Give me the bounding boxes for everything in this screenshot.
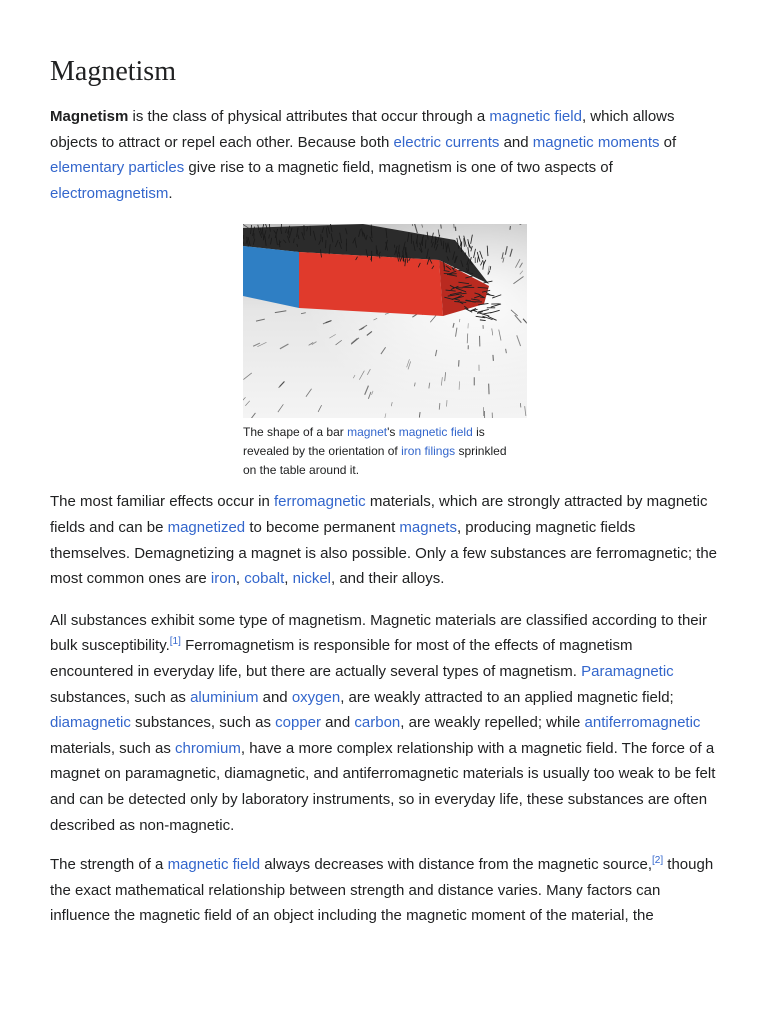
text-run: and xyxy=(321,714,355,732)
article-paragraph xyxy=(50,852,718,929)
text-run: of xyxy=(659,133,677,151)
text-run: give rise to a magnetic field, magnetism is one of two aspects of xyxy=(184,159,613,177)
link-cobalt[interactable]: cobalt xyxy=(244,570,285,588)
link-paramagnetic[interactable]: Paramagnetic xyxy=(581,662,674,680)
text-run: The most familiar effects occur in xyxy=(50,493,274,511)
link-copper[interactable]: copper xyxy=(275,714,322,732)
article-paragraph xyxy=(50,489,718,591)
link-magnetic-field[interactable]: magnetic field xyxy=(398,425,473,440)
link-nickel[interactable]: nickel xyxy=(292,570,331,588)
text-run: , which allows objects to attract or repel each other. Because both xyxy=(50,108,675,151)
text-run: to become permanent xyxy=(245,518,400,536)
text-run: . xyxy=(168,184,173,202)
link-oxygen[interactable]: oxygen xyxy=(291,688,341,706)
citation-superscript xyxy=(652,855,663,866)
text-run: , producing magnetic fields themselves. Demagnetizing a magnet is also possible. Only a few substances are ferromagnetic; the most common ones are xyxy=(50,518,718,588)
text-run: always decreases with distance from the magnetic source, xyxy=(260,856,652,874)
link-electric-currents[interactable]: electric currents xyxy=(393,133,500,151)
text-run: is the class of physical attributes that occur through a xyxy=(128,108,490,125)
text-run: The shape of a bar xyxy=(243,425,348,440)
text-run: sprinkled on the table around it. xyxy=(243,444,507,478)
link-iron-filings[interactable]: iron filings xyxy=(401,444,456,459)
text-run: substances, such as xyxy=(130,714,276,732)
lead-paragraph xyxy=(50,104,718,206)
link-magnetic-field[interactable]: magnetic field xyxy=(489,108,582,125)
text-run: is revealed by the orientation of xyxy=(243,425,485,459)
text-run: The strength of a xyxy=(50,856,168,874)
text-run: , xyxy=(235,570,245,588)
text-run: substances, such as xyxy=(50,688,191,706)
text-run: 's xyxy=(387,425,399,440)
text-run: though the exact mathematical relationship between strength and distance varies. Many factors can influence the magnetic field of an object including the magnetic moment of the material, the xyxy=(50,856,714,925)
bold-term-magnetism: Magnetism xyxy=(50,108,129,125)
link-magnetized[interactable]: magnetized xyxy=(167,518,246,536)
link-carbon[interactable]: carbon xyxy=(354,714,401,732)
citation-superscript xyxy=(170,636,181,647)
text-run: , are weakly attracted to an applied magnetic field; xyxy=(340,688,674,706)
citation-ref-2[interactable]: [2] xyxy=(652,855,664,867)
magnet-red-pole xyxy=(299,252,443,316)
link-antiferromagnetic[interactable]: antiferromagnetic xyxy=(584,714,701,732)
bar-magnet-iron-filings-photo[interactable] xyxy=(243,224,527,418)
link-chromium[interactable]: chromium xyxy=(175,739,241,757)
text-run: materials, such as xyxy=(50,739,176,757)
text-run: , have a more complex relationship with a magnetic field. The force of a magnet on paramagnetic, diamagnetic, and antiferromagnetic materials is usually too weak to be felt and can be detected only by laboratory instruments, so in everyday life, these substances are often described as non-magnetic. xyxy=(50,739,716,834)
text-run: , are weakly repelled; while xyxy=(400,714,585,732)
link-magnet[interactable]: magnet xyxy=(347,425,388,440)
text-run: Ferromagnetism is responsible for most of the effects of magnetism encountered in everyday life, but there are actually several types of magnetism. xyxy=(50,637,633,680)
text-run: and xyxy=(499,133,533,151)
article-paragraph xyxy=(50,608,718,838)
text-run: , xyxy=(284,570,293,588)
link-diamagnetic[interactable]: diamagnetic xyxy=(50,714,131,732)
link-magnets[interactable]: magnets xyxy=(399,518,457,536)
link-iron[interactable]: iron xyxy=(210,570,236,588)
text-run: and xyxy=(258,688,292,706)
figure-thumbnail xyxy=(243,224,527,480)
link-magnetic-moments[interactable]: magnetic moments xyxy=(532,133,660,151)
link-aluminium[interactable]: aluminium xyxy=(190,688,259,706)
text-run: , and their alloys. xyxy=(331,570,445,588)
citation-ref-1[interactable]: [1] xyxy=(169,636,181,648)
text-run: All substances exhibit some type of magnetism. Magnetic materials are classified according to their bulk susceptibility. xyxy=(50,611,707,655)
figure-caption xyxy=(243,423,523,480)
link-magnetic-field[interactable]: magnetic field xyxy=(167,856,261,874)
link-electromagnetism[interactable]: electromagnetism xyxy=(50,184,169,202)
link-elementary-particles[interactable]: elementary particles xyxy=(50,159,185,177)
text-run: materials, which are strongly attracted by magnetic fields and can be xyxy=(50,493,708,536)
link-ferromagnetic[interactable]: ferromagnetic xyxy=(273,493,366,511)
page-title: Magnetism xyxy=(50,56,176,87)
